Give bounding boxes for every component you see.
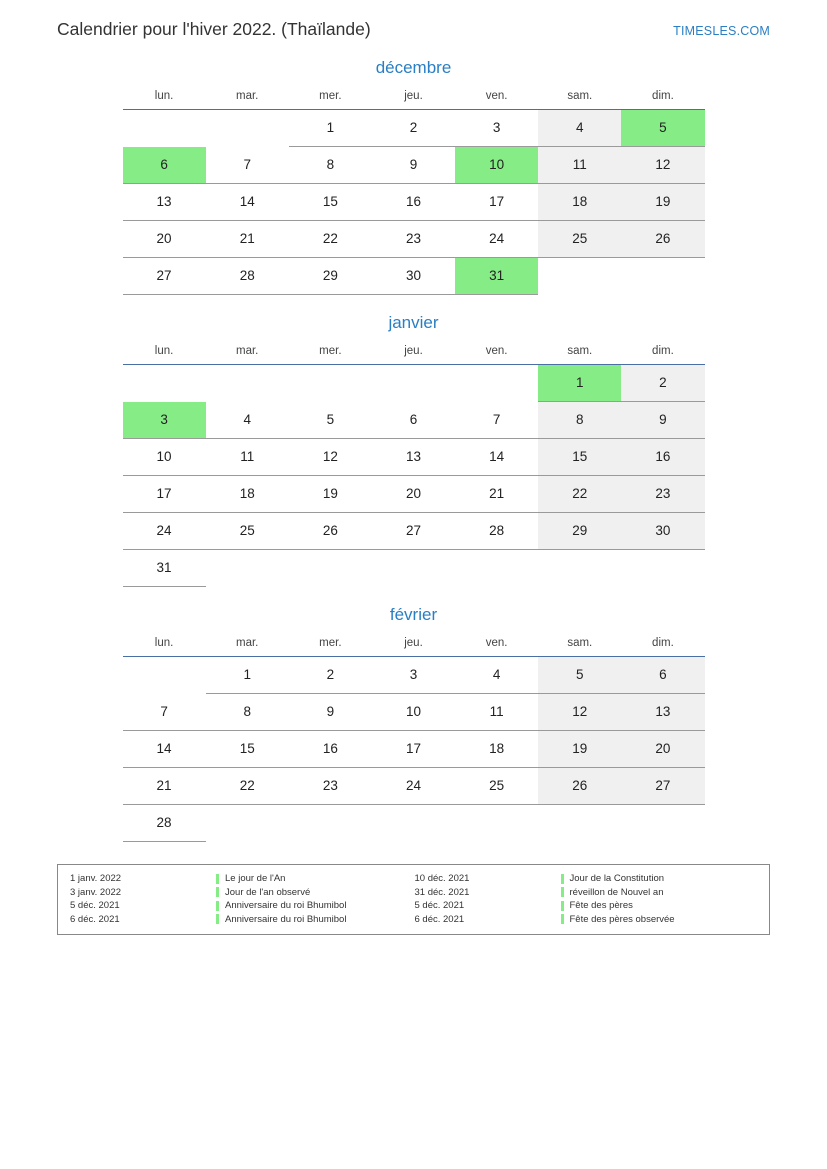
day-cell[interactable] bbox=[123, 476, 206, 513]
day-cell[interactable] bbox=[621, 365, 704, 402]
legend-row bbox=[70, 886, 415, 900]
legend-color-swatch bbox=[216, 901, 219, 911]
empty-cell bbox=[455, 365, 538, 402]
day-cell-holiday[interactable] bbox=[455, 258, 538, 295]
week-row bbox=[123, 768, 705, 805]
day-number: 16 bbox=[322, 741, 338, 756]
legend-color-swatch bbox=[216, 914, 219, 924]
legend-label: Fête des pères observée bbox=[569, 913, 675, 925]
empty-cell bbox=[123, 365, 206, 402]
day-number: 28 bbox=[156, 815, 172, 830]
day-cell[interactable] bbox=[289, 694, 372, 731]
day-number: 18 bbox=[572, 194, 588, 209]
weekday-header: mer. bbox=[289, 341, 372, 365]
day-number: 9 bbox=[409, 157, 418, 172]
day-number: 25 bbox=[572, 231, 588, 246]
day-cell[interactable] bbox=[123, 184, 206, 221]
week-row bbox=[123, 402, 705, 439]
day-number: 10 bbox=[489, 157, 505, 172]
day-number: 20 bbox=[405, 486, 421, 501]
day-cell-holiday[interactable] bbox=[455, 147, 538, 184]
day-cell[interactable] bbox=[123, 221, 206, 258]
day-number: 28 bbox=[239, 268, 255, 283]
legend-label: Fête des pères bbox=[569, 900, 633, 911]
day-number: 20 bbox=[156, 231, 172, 246]
empty-cell bbox=[621, 258, 704, 295]
empty-cell bbox=[538, 805, 621, 842]
empty-cell bbox=[206, 365, 289, 402]
day-cell[interactable] bbox=[455, 657, 538, 694]
week-row bbox=[123, 147, 705, 184]
legend-date: 31 déc. 2021 bbox=[414, 886, 470, 898]
day-cell[interactable] bbox=[206, 657, 289, 694]
week-row bbox=[123, 439, 705, 476]
empty-cell bbox=[289, 365, 372, 402]
day-cell[interactable] bbox=[621, 768, 704, 805]
day-cell[interactable] bbox=[538, 221, 621, 258]
empty-cell bbox=[455, 550, 538, 587]
day-number: 14 bbox=[156, 741, 172, 756]
day-number: 6 bbox=[160, 156, 168, 172]
day-number: 6 bbox=[409, 411, 418, 427]
day-number: 20 bbox=[655, 741, 671, 756]
day-number: 23 bbox=[322, 778, 338, 793]
legend-date: 1 janv. 2022 bbox=[70, 873, 122, 884]
day-cell-holiday[interactable] bbox=[123, 147, 206, 184]
day-cell[interactable] bbox=[289, 768, 372, 805]
legend-date: 6 déc. 2021 bbox=[70, 913, 120, 925]
legend-color-swatch bbox=[561, 901, 564, 911]
day-cell[interactable] bbox=[289, 147, 372, 184]
day-number: 23 bbox=[655, 486, 671, 501]
day-cell[interactable] bbox=[206, 768, 289, 805]
day-cell[interactable] bbox=[538, 768, 621, 805]
legend-color-swatch bbox=[561, 887, 564, 897]
empty-cell bbox=[538, 258, 621, 295]
day-number: 19 bbox=[655, 194, 671, 209]
day-cell[interactable] bbox=[455, 513, 538, 550]
day-cell[interactable] bbox=[455, 402, 538, 439]
day-cell[interactable] bbox=[289, 731, 372, 768]
day-number: 29 bbox=[322, 268, 338, 283]
day-cell-holiday[interactable] bbox=[621, 110, 704, 147]
month-table bbox=[123, 633, 705, 842]
day-number: 31 bbox=[156, 560, 172, 575]
legend-label: Jour de la Constitution bbox=[569, 873, 665, 884]
legend-label: réveillon de Nouvel an bbox=[569, 886, 664, 898]
day-number: 25 bbox=[239, 523, 255, 538]
day-number: 11 bbox=[489, 704, 504, 719]
day-cell[interactable] bbox=[206, 513, 289, 550]
empty-cell bbox=[206, 805, 289, 842]
day-cell[interactable] bbox=[372, 768, 455, 805]
month-block bbox=[0, 313, 827, 587]
week-row bbox=[123, 550, 705, 587]
day-number: 27 bbox=[655, 778, 671, 793]
empty-cell bbox=[289, 550, 372, 587]
month-block bbox=[0, 605, 827, 842]
month-title: décembre bbox=[375, 58, 452, 77]
day-cell[interactable] bbox=[289, 657, 372, 694]
day-cell[interactable] bbox=[123, 731, 206, 768]
day-cell[interactable] bbox=[206, 184, 289, 221]
day-number: 3 bbox=[160, 411, 168, 427]
day-number: 13 bbox=[156, 194, 172, 209]
day-cell[interactable] bbox=[289, 258, 372, 295]
day-number: 13 bbox=[655, 704, 671, 719]
empty-cell bbox=[538, 550, 621, 587]
day-cell[interactable] bbox=[621, 657, 704, 694]
day-number: 22 bbox=[239, 778, 255, 793]
day-cell[interactable] bbox=[455, 694, 538, 731]
day-cell[interactable] bbox=[538, 110, 621, 147]
weekday-header: ven. bbox=[455, 341, 538, 365]
day-cell[interactable] bbox=[455, 731, 538, 768]
day-cell[interactable] bbox=[621, 476, 704, 513]
empty-cell bbox=[372, 550, 455, 587]
day-cell[interactable] bbox=[289, 402, 372, 439]
day-number: 11 bbox=[572, 157, 587, 172]
legend-row bbox=[415, 899, 760, 913]
weekday-header: mar. bbox=[206, 633, 289, 657]
weekday-header: mer. bbox=[289, 86, 372, 110]
day-number: 8 bbox=[326, 157, 335, 172]
legend-row bbox=[70, 872, 415, 886]
day-cell[interactable] bbox=[206, 439, 289, 476]
legend-row bbox=[70, 913, 415, 927]
day-number: 7 bbox=[243, 156, 251, 172]
day-cell[interactable] bbox=[455, 476, 538, 513]
day-number: 8 bbox=[243, 704, 251, 719]
day-cell[interactable] bbox=[538, 402, 621, 439]
day-number: 19 bbox=[322, 486, 338, 501]
day-number: 9 bbox=[326, 704, 335, 719]
day-number: 24 bbox=[405, 778, 421, 793]
day-cell[interactable] bbox=[372, 476, 455, 513]
day-cell[interactable] bbox=[538, 731, 621, 768]
week-row bbox=[123, 731, 705, 768]
month-block bbox=[0, 58, 827, 295]
day-number: 26 bbox=[655, 231, 671, 246]
day-number: 23 bbox=[405, 231, 421, 246]
day-cell[interactable] bbox=[123, 694, 206, 731]
day-cell[interactable] bbox=[123, 258, 206, 295]
empty-cell bbox=[621, 550, 704, 587]
weekday-header: sam. bbox=[538, 341, 621, 365]
day-number: 22 bbox=[322, 231, 338, 246]
day-number: 16 bbox=[405, 194, 421, 209]
month-table bbox=[123, 86, 705, 295]
day-cell[interactable] bbox=[206, 147, 289, 184]
day-number: 3 bbox=[409, 667, 418, 682]
day-cell[interactable] bbox=[621, 184, 704, 221]
day-cell[interactable] bbox=[123, 513, 206, 550]
day-number: 2 bbox=[326, 667, 335, 682]
week-row bbox=[123, 657, 705, 694]
day-cell[interactable] bbox=[538, 513, 621, 550]
day-number: 30 bbox=[405, 268, 421, 283]
day-cell[interactable] bbox=[206, 694, 289, 731]
legend-label: Le jour de l'An bbox=[225, 873, 286, 884]
weekday-header: dim. bbox=[621, 86, 704, 110]
day-number: 2 bbox=[409, 120, 418, 135]
day-cell[interactable] bbox=[123, 768, 206, 805]
day-cell[interactable] bbox=[538, 694, 621, 731]
weekday-header: lun. bbox=[123, 86, 206, 110]
day-cell[interactable] bbox=[455, 768, 538, 805]
day-number: 6 bbox=[659, 667, 667, 682]
day-cell[interactable] bbox=[289, 221, 372, 258]
day-number: 17 bbox=[489, 194, 505, 209]
weekday-header: dim. bbox=[621, 633, 704, 657]
day-cell[interactable] bbox=[455, 439, 538, 476]
legend-date: 3 janv. 2022 bbox=[70, 886, 122, 898]
weekday-header-row bbox=[123, 633, 705, 657]
day-number: 15 bbox=[322, 194, 338, 209]
day-number: 14 bbox=[239, 194, 255, 209]
day-cell[interactable] bbox=[289, 439, 372, 476]
empty-cell bbox=[455, 805, 538, 842]
day-cell[interactable] bbox=[455, 184, 538, 221]
day-number: 27 bbox=[405, 523, 421, 538]
day-cell[interactable] bbox=[372, 731, 455, 768]
legend-color-swatch bbox=[216, 887, 219, 897]
day-number: 13 bbox=[405, 449, 421, 464]
legend-color-swatch bbox=[561, 874, 564, 884]
day-cell[interactable] bbox=[372, 258, 455, 295]
weekday-header: mar. bbox=[206, 86, 289, 110]
day-number: 28 bbox=[489, 523, 505, 538]
day-number: 1 bbox=[326, 120, 335, 135]
legend-label: Anniversaire du roi Bhumibol bbox=[225, 913, 347, 925]
day-number: 10 bbox=[156, 449, 172, 464]
legend-label: Jour de l'an observé bbox=[225, 886, 311, 898]
day-cell[interactable] bbox=[372, 694, 455, 731]
legend-row bbox=[415, 886, 760, 900]
month-table bbox=[123, 341, 705, 587]
day-number: 15 bbox=[239, 741, 255, 756]
day-cell[interactable] bbox=[289, 513, 372, 550]
weekday-header: mer. bbox=[289, 633, 372, 657]
weekday-header: sam. bbox=[538, 86, 621, 110]
day-cell[interactable] bbox=[206, 731, 289, 768]
day-cell[interactable] bbox=[538, 476, 621, 513]
day-cell[interactable] bbox=[289, 110, 372, 147]
day-cell[interactable] bbox=[621, 439, 704, 476]
day-number: 8 bbox=[576, 412, 584, 427]
day-number: 16 bbox=[655, 449, 671, 464]
day-number: 26 bbox=[572, 778, 588, 793]
day-cell[interactable] bbox=[538, 657, 621, 694]
month-title: janvier bbox=[388, 313, 439, 332]
day-cell[interactable] bbox=[621, 731, 704, 768]
day-cell[interactable] bbox=[123, 439, 206, 476]
day-cell-holiday[interactable] bbox=[123, 402, 206, 439]
empty-cell bbox=[621, 805, 704, 842]
day-number: 21 bbox=[239, 231, 255, 246]
day-cell[interactable] bbox=[372, 402, 455, 439]
day-number: 17 bbox=[405, 741, 421, 756]
weekday-header: jeu. bbox=[372, 633, 455, 657]
weekday-header: ven. bbox=[455, 86, 538, 110]
day-number: 4 bbox=[492, 667, 501, 682]
empty-cell bbox=[123, 657, 206, 694]
month-title: février bbox=[389, 605, 438, 624]
day-cell[interactable] bbox=[206, 476, 289, 513]
day-cell[interactable] bbox=[372, 110, 455, 147]
day-number: 26 bbox=[322, 523, 338, 538]
legend-row bbox=[415, 872, 760, 886]
week-row bbox=[123, 476, 705, 513]
weekday-header: dim. bbox=[621, 341, 704, 365]
day-number: 31 bbox=[489, 268, 505, 283]
weekday-header: sam. bbox=[538, 633, 621, 657]
day-number: 12 bbox=[322, 449, 338, 464]
empty-cell bbox=[206, 550, 289, 587]
day-number: 1 bbox=[576, 375, 584, 390]
brand-label: TIMESLES.COM bbox=[673, 24, 770, 38]
day-cell[interactable] bbox=[621, 402, 704, 439]
day-number: 7 bbox=[160, 703, 168, 719]
legend-color-swatch bbox=[561, 914, 564, 924]
week-row bbox=[123, 694, 705, 731]
weekday-header-row bbox=[123, 86, 705, 110]
day-number: 7 bbox=[492, 411, 501, 427]
empty-cell bbox=[372, 805, 455, 842]
day-cell[interactable] bbox=[372, 147, 455, 184]
empty-cell bbox=[289, 805, 372, 842]
day-cell[interactable] bbox=[372, 439, 455, 476]
day-number: 21 bbox=[489, 486, 505, 501]
day-number: 22 bbox=[572, 486, 588, 501]
day-number: 5 bbox=[659, 120, 667, 135]
day-cell[interactable] bbox=[455, 221, 538, 258]
day-number: 11 bbox=[240, 449, 255, 464]
week-row bbox=[123, 258, 705, 295]
day-cell[interactable] bbox=[206, 221, 289, 258]
day-cell[interactable] bbox=[289, 476, 372, 513]
day-number: 17 bbox=[156, 486, 172, 501]
day-number: 18 bbox=[489, 741, 505, 756]
day-cell[interactable] bbox=[206, 258, 289, 295]
legend-column-right bbox=[415, 872, 760, 926]
day-cell[interactable] bbox=[206, 402, 289, 439]
legend-column-left bbox=[70, 872, 415, 926]
week-row bbox=[123, 513, 705, 550]
empty-cell bbox=[206, 110, 289, 147]
legend-row bbox=[415, 913, 760, 927]
day-cell[interactable] bbox=[621, 694, 704, 731]
day-number: 5 bbox=[326, 411, 335, 427]
day-number: 24 bbox=[156, 523, 172, 538]
day-number: 2 bbox=[659, 375, 667, 390]
day-number: 4 bbox=[576, 120, 584, 135]
day-cell[interactable] bbox=[538, 439, 621, 476]
day-number: 10 bbox=[405, 704, 421, 719]
legend-label: Anniversaire du roi Bhumibol bbox=[225, 900, 347, 911]
day-cell[interactable] bbox=[123, 805, 206, 842]
weekday-header: ven. bbox=[455, 633, 538, 657]
week-row bbox=[123, 110, 705, 147]
holiday-legend bbox=[57, 864, 770, 935]
day-number: 30 bbox=[655, 523, 671, 538]
weekday-header: lun. bbox=[123, 341, 206, 365]
weekday-header: mar. bbox=[206, 341, 289, 365]
page-header bbox=[0, 0, 827, 40]
week-row bbox=[123, 184, 705, 221]
legend-date: 5 déc. 2021 bbox=[414, 900, 465, 911]
weekday-header: lun. bbox=[123, 633, 206, 657]
week-row bbox=[123, 221, 705, 258]
day-cell[interactable] bbox=[538, 184, 621, 221]
day-cell[interactable] bbox=[538, 147, 621, 184]
day-number: 24 bbox=[489, 231, 505, 246]
legend-date: 5 déc. 2021 bbox=[70, 900, 120, 911]
week-row bbox=[123, 365, 705, 402]
weekday-header-row bbox=[123, 341, 705, 365]
day-cell[interactable] bbox=[123, 550, 206, 587]
day-number: 5 bbox=[576, 667, 584, 682]
day-number: 12 bbox=[655, 157, 671, 172]
day-number: 4 bbox=[243, 411, 251, 427]
day-number: 12 bbox=[572, 704, 588, 719]
legend-date: 10 déc. 2021 bbox=[414, 873, 470, 884]
day-cell[interactable] bbox=[621, 221, 704, 258]
day-number: 3 bbox=[492, 120, 501, 135]
day-number: 19 bbox=[572, 741, 588, 756]
day-number: 29 bbox=[572, 523, 588, 538]
weekday-header: jeu. bbox=[372, 86, 455, 110]
day-number: 25 bbox=[489, 778, 505, 793]
day-number: 27 bbox=[156, 268, 172, 283]
empty-cell bbox=[372, 365, 455, 402]
day-number: 9 bbox=[659, 412, 667, 427]
day-cell[interactable] bbox=[372, 221, 455, 258]
day-cell[interactable] bbox=[621, 513, 704, 550]
day-number: 15 bbox=[572, 449, 588, 464]
day-cell[interactable] bbox=[621, 147, 704, 184]
day-number: 21 bbox=[156, 778, 172, 793]
day-number: 1 bbox=[243, 667, 251, 682]
page-title: Calendrier pour l'hiver 2022. (Thaïlande) bbox=[57, 19, 371, 39]
day-number: 18 bbox=[239, 486, 255, 501]
day-cell-holiday[interactable] bbox=[538, 365, 621, 402]
legend-color-swatch bbox=[216, 874, 219, 884]
day-cell[interactable] bbox=[372, 184, 455, 221]
months-container bbox=[0, 58, 827, 842]
week-row bbox=[123, 805, 705, 842]
day-number: 14 bbox=[489, 449, 505, 464]
empty-cell bbox=[123, 110, 206, 147]
legend-row bbox=[70, 899, 415, 913]
day-cell[interactable] bbox=[289, 184, 372, 221]
day-cell[interactable] bbox=[455, 110, 538, 147]
weekday-header: jeu. bbox=[372, 341, 455, 365]
legend-date: 6 déc. 2021 bbox=[414, 913, 465, 925]
day-cell[interactable] bbox=[372, 513, 455, 550]
day-cell[interactable] bbox=[372, 657, 455, 694]
